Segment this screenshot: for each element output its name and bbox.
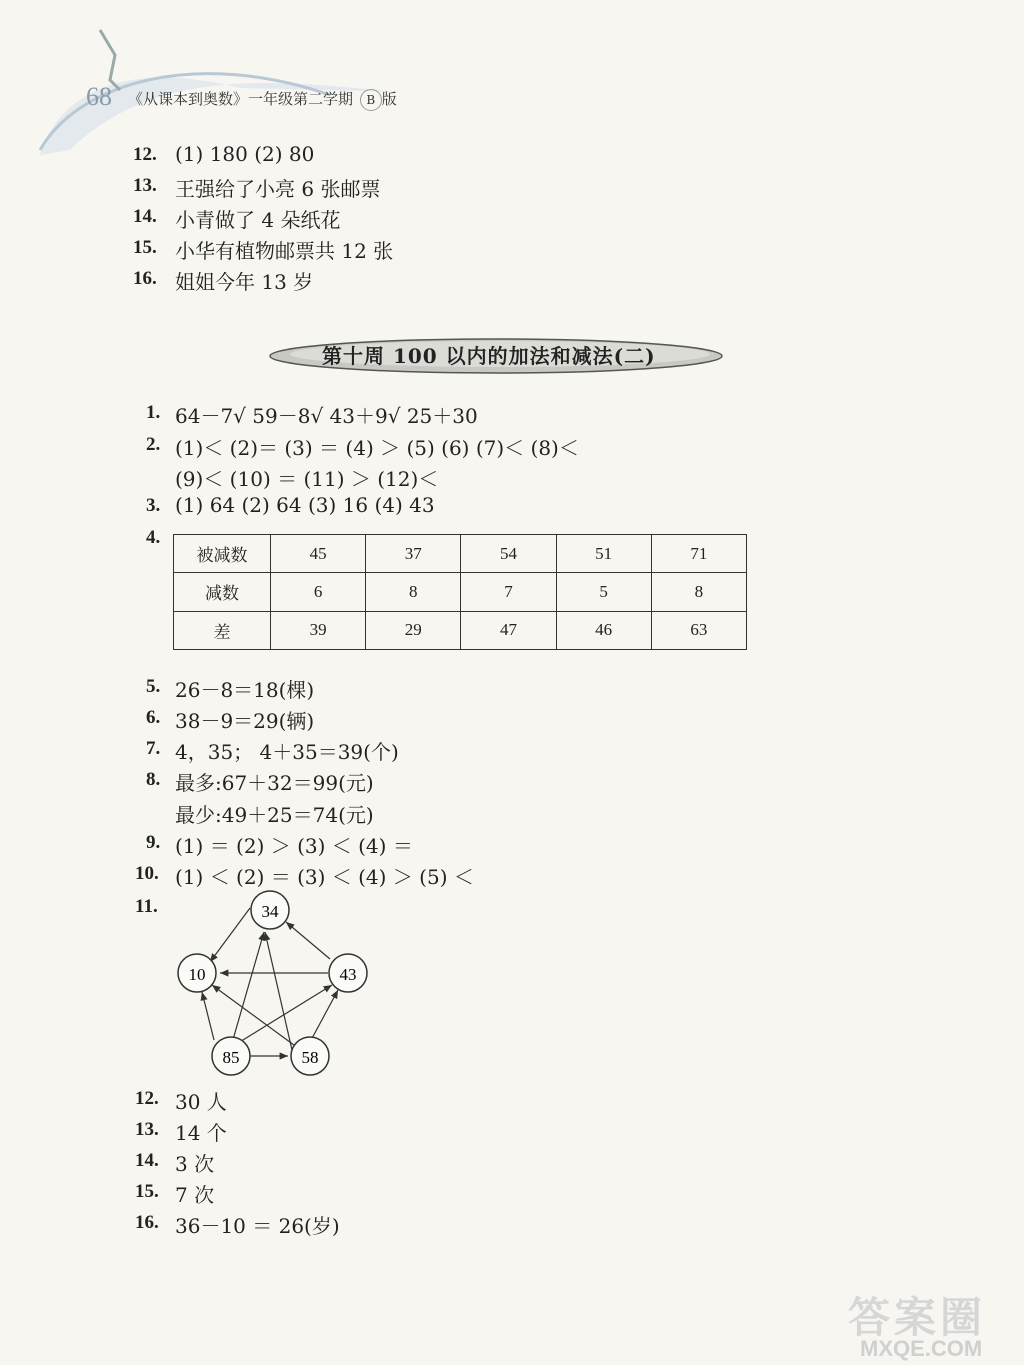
table-cell: 54 bbox=[461, 535, 556, 573]
table-row bbox=[174, 573, 747, 611]
answer-number: 8. bbox=[146, 769, 161, 790]
answer-number: 9. bbox=[146, 832, 161, 853]
table-row bbox=[174, 611, 747, 649]
table-cell: 45 bbox=[271, 535, 366, 573]
diagram-node bbox=[291, 1037, 329, 1075]
table-cell: 51 bbox=[556, 535, 651, 573]
table-cell: 39 bbox=[271, 611, 366, 649]
diagram-edge bbox=[286, 922, 330, 959]
page-number: 68 bbox=[86, 82, 112, 111]
diagram-node bbox=[212, 1037, 250, 1075]
answer-text: 王强给了小亮 6 张邮票 bbox=[175, 177, 381, 201]
header-swoosh bbox=[0, 0, 420, 160]
answer-number: 12. bbox=[135, 1088, 159, 1109]
answer-number: 13. bbox=[135, 1119, 159, 1140]
answer-number: 5. bbox=[146, 676, 161, 697]
answer-text: 最多:67＋32＝99(元) bbox=[175, 771, 374, 795]
table-cell: 7 bbox=[461, 573, 556, 611]
answer-text: 小青做了 4 朵纸花 bbox=[175, 208, 341, 232]
answer-text: 14 个 bbox=[175, 1121, 227, 1145]
table-cell: 8 bbox=[366, 573, 461, 611]
book-title: 《从课本到奥数》一年级第二学期 B 版 bbox=[128, 88, 397, 111]
answer-number: 16. bbox=[135, 1212, 159, 1233]
answer-text: (1) 180 (2) 80 bbox=[175, 142, 315, 166]
answer-text: (1) ＝ (2) ＞ (3) ＜ (4) ＝ bbox=[175, 834, 413, 858]
answer-text: 38－9＝29(辆) bbox=[175, 709, 315, 733]
answer-number: 14. bbox=[133, 206, 157, 227]
answer-text: 7 次 bbox=[175, 1183, 215, 1207]
answer-text: 26－8＝18(棵) bbox=[175, 678, 315, 702]
answer-text: 小华有植物邮票共 12 张 bbox=[175, 239, 394, 263]
diagram-edge bbox=[265, 932, 292, 1050]
table-cell: 减数 bbox=[174, 573, 271, 611]
table-cell: 71 bbox=[651, 535, 746, 573]
watermark-url: MXQE.COM bbox=[860, 1336, 983, 1361]
answer-number: 6. bbox=[146, 707, 161, 728]
number-star-diagram bbox=[170, 890, 380, 1080]
table-cell: 6 bbox=[271, 573, 366, 611]
answer-number: 12. bbox=[133, 144, 157, 165]
answer-text: 30 人 bbox=[175, 1090, 227, 1114]
subtraction-table bbox=[173, 534, 747, 650]
section-title: 第十周 100 以内的加法和减法(二) bbox=[322, 344, 656, 368]
diagram-edge bbox=[310, 990, 338, 1042]
diagram-edge bbox=[202, 992, 214, 1040]
svg-text:43: 43 bbox=[339, 965, 357, 984]
table-cell: 差 bbox=[174, 611, 271, 649]
table-cell: 63 bbox=[651, 611, 746, 649]
edition-badge: B bbox=[360, 89, 382, 111]
table-row bbox=[174, 535, 747, 573]
answer-text: 最少:49＋25＝74(元) bbox=[175, 803, 374, 827]
answer-number: 7. bbox=[146, 738, 161, 759]
answer-number: 13. bbox=[133, 175, 157, 196]
answer-number: 10. bbox=[135, 863, 159, 884]
table-cell: 8 bbox=[651, 573, 746, 611]
answer-text: 36－10 ＝ 26(岁) bbox=[175, 1214, 340, 1238]
answer-number: 16. bbox=[133, 268, 157, 289]
diagram-node bbox=[251, 891, 289, 929]
answer-number: 4. bbox=[146, 527, 161, 548]
table-cell: 29 bbox=[366, 611, 461, 649]
answer-text: 3 次 bbox=[175, 1152, 215, 1176]
answer-number: 1. bbox=[146, 402, 161, 423]
answer-number: 15. bbox=[135, 1181, 159, 1202]
table-cell: 47 bbox=[461, 611, 556, 649]
answer-number: 15. bbox=[133, 237, 157, 258]
answer-text: (1)＜ (2)＝ (3) ＝ (4) ＞ (5) (6) (7)＜ (8)＜ bbox=[175, 436, 579, 460]
answer-text: 64－7√ 59－8√ 43＋9√ 25＋30 bbox=[175, 404, 478, 428]
table-cell: 被减数 bbox=[174, 535, 271, 573]
answer-number: 11. bbox=[135, 896, 158, 917]
answer-number: 3. bbox=[146, 495, 161, 516]
diagram-edge bbox=[210, 908, 250, 962]
svg-text:85: 85 bbox=[222, 1048, 240, 1067]
svg-text:34: 34 bbox=[261, 902, 279, 921]
diagram-edge bbox=[230, 932, 264, 1050]
answer-number: 2. bbox=[146, 434, 161, 455]
table-cell: 37 bbox=[366, 535, 461, 573]
table-cell: 46 bbox=[556, 611, 651, 649]
diagram-node bbox=[178, 954, 216, 992]
answer-number: 14. bbox=[135, 1150, 159, 1171]
table-cell: 5 bbox=[556, 573, 651, 611]
svg-text:10: 10 bbox=[188, 965, 206, 984]
watermark-logo: 答案圈 bbox=[848, 1293, 987, 1342]
answer-text: 姐姐今年 13 岁 bbox=[175, 270, 314, 294]
answer-text: (1) ＜ (2) ＝ (3) ＜ (4) ＞ (5) ＜ bbox=[175, 865, 474, 889]
answer-text: (1) 64 (2) 64 (3) 16 (4) 43 bbox=[175, 493, 435, 517]
svg-text:58: 58 bbox=[301, 1048, 319, 1067]
answer-text: (9)＜ (10) ＝ (11) ＞ (12)＜ bbox=[175, 467, 439, 491]
figure-icon bbox=[100, 30, 120, 90]
diagram-node bbox=[329, 954, 367, 992]
answer-text: 4，35； 4＋35＝39(个) bbox=[175, 740, 399, 764]
